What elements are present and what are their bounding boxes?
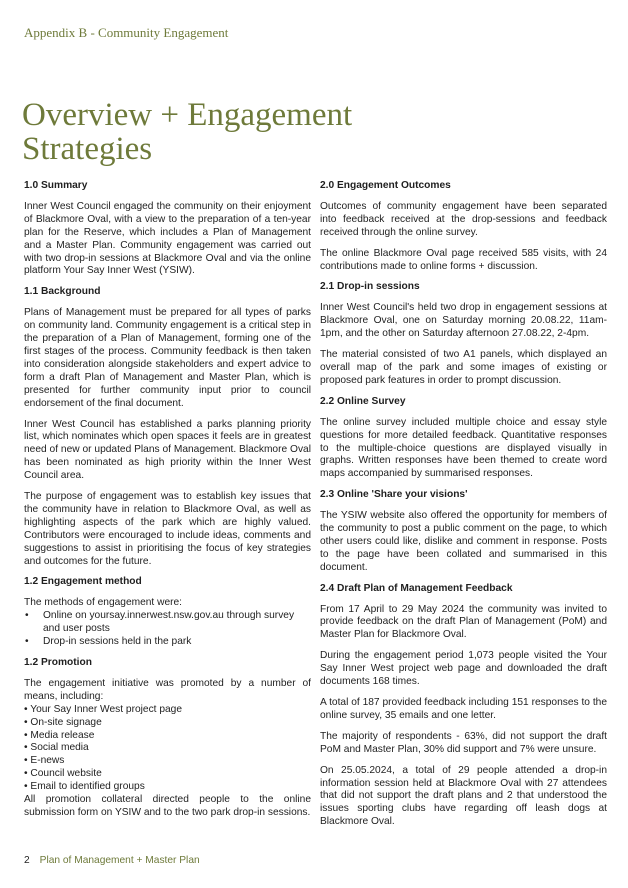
promotion-item: • E-news bbox=[24, 755, 65, 767]
promotion-item: • Social media bbox=[24, 742, 89, 754]
background-paragraph-2: Inner West Council has established a parks planning priority list, which nominates which open spaces it feels are in greatest need of new or updated Plans of Management. Blackmore Oval has been nominated as high priority within the Inner West Council area. bbox=[24, 418, 311, 482]
share-heading: 2.3 Online 'Share your visions' bbox=[320, 489, 468, 501]
method-item: • Drop-in sessions held in the park bbox=[24, 636, 311, 649]
promotion-item: • On-site signage bbox=[24, 716, 102, 728]
draft-heading: 2.4 Draft Plan of Management Feedback bbox=[320, 582, 513, 594]
page-title bbox=[22, 98, 582, 166]
promotion-item: • Council website bbox=[24, 768, 102, 780]
outcomes-heading: 2.0 Engagement Outcomes bbox=[320, 180, 451, 191]
background-paragraph-3: The purpose of engagement was to establish key issues that the community have in relation to Blackmore Oval, as well as highlighting aspects of the park which are highly valued. Contributors were encouraged to include ideas, comments and suggestions to assist in prioritising the focus of key strategies and outcomes for the future. bbox=[24, 491, 311, 567]
draft-paragraph-3: A total of 187 provided feedback including 151 responses to the online survey, 35 emails and one letter. bbox=[320, 697, 607, 721]
background-heading: 1.1 Background bbox=[24, 286, 101, 298]
title-line-1: Overview + Engagement bbox=[22, 97, 353, 133]
dropin-heading: 2.1 Drop-in sessions bbox=[320, 281, 420, 293]
promotion-outro: All promotion collateral directed people to the online submission form on YSIW and to the two park drop-in sessions. bbox=[24, 794, 311, 818]
promotion-heading: 1.2 Promotion bbox=[24, 657, 92, 668]
page-footer bbox=[24, 855, 200, 866]
promotion-item: • Your Say Inner West project page bbox=[24, 703, 182, 715]
method-list bbox=[24, 610, 311, 649]
summary-heading: 1.0 Summary bbox=[24, 180, 88, 191]
left-column bbox=[24, 180, 311, 828]
promotion-intro: The engagement initiative was promoted by a number of means, including: bbox=[24, 677, 311, 702]
method-heading: 1.2 Engagement method bbox=[24, 576, 142, 588]
promotion-list bbox=[24, 704, 311, 794]
right-column bbox=[320, 180, 607, 837]
draft-paragraph-1: From 17 April to 29 May 2024 the community was invited to provide feedback on the draft Plan of Management (PoM) and Master Plan for Blackmore Oval. bbox=[320, 603, 607, 641]
background-paragraph-1: Plans of Management must be prepared for all types of parks on community land. Community engagement is a critical step in the preparation of a Plan of Management, forming one of the first stages of the process. Community feedback is then taken into consideration alongside stakeholders and expert advice to form a draft Plan of Management and Master Plan, which is presented for further community input prior to council endorsement of the final document. bbox=[24, 307, 311, 409]
dropin-paragraph-2: The material consisted of two A1 panels, which displayed an overall map of the park and some images of existing or proposed park features in order to prompt discussion. bbox=[320, 349, 607, 386]
share-paragraph: The YSIW website also offered the opportunity for members of the community to post a public comment on the page, to which other users could like, dislike and comment in response. Posts to the page have been collated and summarised in this document. bbox=[320, 510, 607, 573]
survey-paragraph: The online survey included multiple choice and essay style questions for more detailed feedback. Quantitative responses to the multiple-choice questions are displayed visually in graphs. Written responses have been themed to create word maps accompanied by summarised responses. bbox=[320, 416, 607, 480]
draft-paragraph-2: During the engagement period 1,073 people visited the Your Say Inner West project web page and downloaded the draft documents 168 times. bbox=[320, 650, 607, 688]
method-intro: The methods of engagement were: bbox=[24, 597, 183, 609]
survey-heading: 2.2 Online Survey bbox=[320, 395, 406, 407]
summary-paragraph: Inner West Council engaged the community on their enjoyment of Blackmore Oval, with a view to the preparation of a ten-year plan for the Reserve, which includes a Plan of Management and a Master Plan. Community engagement was carried out with two drop-in sessions at Blackmore Oval and via the online platform Your Say Inner West (YSIW). bbox=[24, 200, 311, 277]
promotion-item: • Media release bbox=[24, 729, 95, 741]
draft-paragraph-4: The majority of respondents - 63%, did not support the draft PoM and Master Plan, 30% did support and 7% were unsure. bbox=[320, 730, 607, 755]
outcomes-paragraph-2: The online Blackmore Oval page received 585 visits, with 24 contributions made to online forms + discussion. bbox=[320, 247, 607, 272]
promotion-item: • Email to identified groups bbox=[24, 781, 145, 793]
page-number: 2 bbox=[24, 855, 30, 866]
dropin-paragraph-1: Inner West Council's held two drop in engagement sessions at Blackmore Oval, one on Saturday morning 20.08.22, 11am-1pm, and the other on Saturday afternoon 27.08.22, 2-4pm. bbox=[320, 302, 607, 340]
method-item: • Online on yoursay.innerwest.nsw.gov.au through survey and user posts bbox=[24, 610, 311, 636]
draft-paragraph-5: On 25.05.2024, a total of 29 people attended a drop-in information session held at Blackmore Oval with 27 attendees that did not support the draft plans and 2 that understood the issues sporting clubs have regarding off leash dogs at Blackmore Oval. bbox=[320, 764, 607, 828]
title-line-2: Strategies bbox=[22, 131, 153, 167]
outcomes-paragraph-1: Outcomes of community engagement have been separated into feedback received at the drop-sessions and feedback received through the online survey. bbox=[320, 200, 607, 238]
running-header: Appendix B - Community Engagement bbox=[24, 25, 229, 40]
footer-title: Plan of Management + Master Plan bbox=[39, 855, 200, 866]
